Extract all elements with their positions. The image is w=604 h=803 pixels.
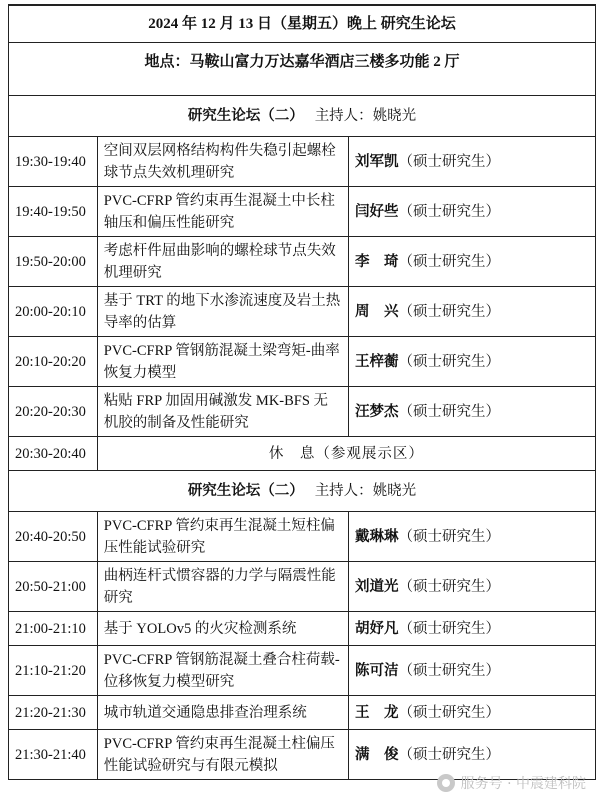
topic-cell: 城市轨道交通隐患排查治理系统 bbox=[97, 696, 348, 730]
time-cell: 21:00-21:10 bbox=[9, 612, 98, 646]
speaker-name: 李 琦 bbox=[355, 253, 399, 270]
table-row bbox=[9, 237, 596, 287]
speaker-cell bbox=[349, 612, 596, 646]
table-row bbox=[9, 646, 596, 696]
speaker-cell bbox=[349, 387, 596, 437]
speaker-role: （硕士研究生） bbox=[398, 662, 501, 679]
speaker-name: 戴琳琳 bbox=[355, 528, 399, 545]
time-cell: 20:10-20:20 bbox=[9, 337, 98, 387]
speaker-role: （硕士研究生） bbox=[398, 303, 501, 320]
table-row bbox=[9, 337, 596, 387]
speaker-name: 王梓蘅 bbox=[355, 353, 399, 370]
speaker-cell bbox=[349, 562, 596, 612]
time-cell: 19:50-20:00 bbox=[9, 237, 98, 287]
speaker-cell bbox=[349, 187, 596, 237]
speaker-cell bbox=[349, 287, 596, 337]
time-cell: 19:30-19:40 bbox=[9, 137, 98, 187]
speaker-cell bbox=[349, 237, 596, 287]
section-header bbox=[9, 96, 596, 137]
topic-cell: PVC-CFRP 管约束再生混凝土柱偏压性能试验研究与有限元模拟 bbox=[97, 730, 348, 780]
speaker-role: （硕士研究生） bbox=[398, 403, 501, 420]
break-label: 休 息（参观展示区） bbox=[97, 437, 595, 471]
speaker-role: （硕士研究生） bbox=[398, 353, 501, 370]
speaker-cell bbox=[349, 646, 596, 696]
speaker-name: 胡妤凡 bbox=[355, 620, 399, 637]
time-cell: 20:40-20:50 bbox=[9, 512, 98, 562]
speaker-cell bbox=[349, 730, 596, 780]
host-label: 主持人： bbox=[314, 108, 373, 124]
break-row bbox=[9, 437, 596, 471]
topic-cell: 粘贴 FRP 加固用碱激发 MK-BFS 无机胶的制备及性能研究 bbox=[97, 387, 348, 437]
speaker-role: （硕士研究生） bbox=[398, 203, 501, 220]
speaker-name: 闫好些 bbox=[355, 203, 399, 220]
topic-cell: 考虑杆件屈曲影响的螺栓球节点失效机理研究 bbox=[97, 237, 348, 287]
topic-cell: PVC-CFRP 管钢筋混凝土梁弯矩-曲率恢复力模型 bbox=[97, 337, 348, 387]
time-cell: 20:50-21:00 bbox=[9, 562, 98, 612]
table-row bbox=[9, 562, 596, 612]
time-cell: 21:30-21:40 bbox=[9, 730, 98, 780]
speaker-name: 周 兴 bbox=[355, 303, 399, 320]
table-row bbox=[9, 387, 596, 437]
watermark-text: 服务号 · 中震建科院 bbox=[460, 776, 586, 792]
schedule-table bbox=[8, 4, 596, 780]
section-title: 研究生论坛（二） bbox=[187, 483, 304, 499]
time-cell: 20:00-20:10 bbox=[9, 287, 98, 337]
topic-cell: 基于 TRT 的地下水渗流速度及岩土热导率的估算 bbox=[97, 287, 348, 337]
speaker-cell bbox=[349, 337, 596, 387]
speaker-name: 刘军凯 bbox=[355, 153, 399, 170]
host-name: 姚晓光 bbox=[372, 108, 417, 124]
venue-heading: 地点：马鞍山富力万达嘉华酒店三楼多功能 2 厅 bbox=[9, 43, 596, 96]
speaker-role: （硕士研究生） bbox=[398, 746, 501, 763]
topic-cell: 基于 YOLOv5 的火灾检测系统 bbox=[97, 612, 348, 646]
host-label: 主持人： bbox=[314, 483, 373, 499]
speaker-role: （硕士研究生） bbox=[398, 704, 501, 721]
speaker-name: 陈可洁 bbox=[355, 662, 399, 679]
speaker-name: 王 龙 bbox=[355, 704, 399, 721]
section-title: 研究生论坛（二） bbox=[187, 108, 304, 124]
date-heading: 2024 年 12 月 13 日（星期五）晚上 研究生论坛 bbox=[9, 5, 596, 43]
speaker-role: （硕士研究生） bbox=[398, 620, 501, 637]
topic-cell: 曲柄连杆式惯容器的力学与隔震性能研究 bbox=[97, 562, 348, 612]
watermark bbox=[437, 773, 586, 793]
topic-cell: 空间双层网格结构构件失稳引起螺栓球节点失效机理研究 bbox=[97, 137, 348, 187]
table-row bbox=[9, 137, 596, 187]
speaker-name: 刘道光 bbox=[355, 578, 399, 595]
topic-cell: PVC-CFRP 管约束再生混凝土中长柱轴压和偏压性能研究 bbox=[97, 187, 348, 237]
wechat-icon bbox=[437, 774, 455, 792]
speaker-cell bbox=[349, 696, 596, 730]
table-row bbox=[9, 696, 596, 730]
speaker-cell bbox=[349, 512, 596, 562]
schedule-document bbox=[8, 4, 596, 780]
time-cell: 19:40-19:50 bbox=[9, 187, 98, 237]
table-row bbox=[9, 512, 596, 562]
table-row bbox=[9, 612, 596, 646]
time-cell: 21:20-21:30 bbox=[9, 696, 98, 730]
time-cell: 20:20-20:30 bbox=[9, 387, 98, 437]
table-row bbox=[9, 730, 596, 780]
speaker-role: （硕士研究生） bbox=[398, 528, 501, 545]
time-cell: 21:10-21:20 bbox=[9, 646, 98, 696]
speaker-role: （硕士研究生） bbox=[398, 253, 501, 270]
speaker-name: 满 俊 bbox=[355, 746, 399, 763]
speaker-name: 汪梦杰 bbox=[355, 403, 399, 420]
host-name: 姚晓光 bbox=[372, 483, 417, 499]
topic-cell: PVC-CFRP 管约束再生混凝土短柱偏压性能试验研究 bbox=[97, 512, 348, 562]
topic-cell: PVC-CFRP 管钢筋混凝土叠合柱荷载-位移恢复力模型研究 bbox=[97, 646, 348, 696]
speaker-role: （硕士研究生） bbox=[398, 578, 501, 595]
section-header bbox=[9, 471, 596, 512]
speaker-cell bbox=[349, 137, 596, 187]
table-row bbox=[9, 287, 596, 337]
table-row bbox=[9, 187, 596, 237]
time-cell: 20:30-20:40 bbox=[9, 437, 98, 471]
speaker-role: （硕士研究生） bbox=[398, 153, 501, 170]
